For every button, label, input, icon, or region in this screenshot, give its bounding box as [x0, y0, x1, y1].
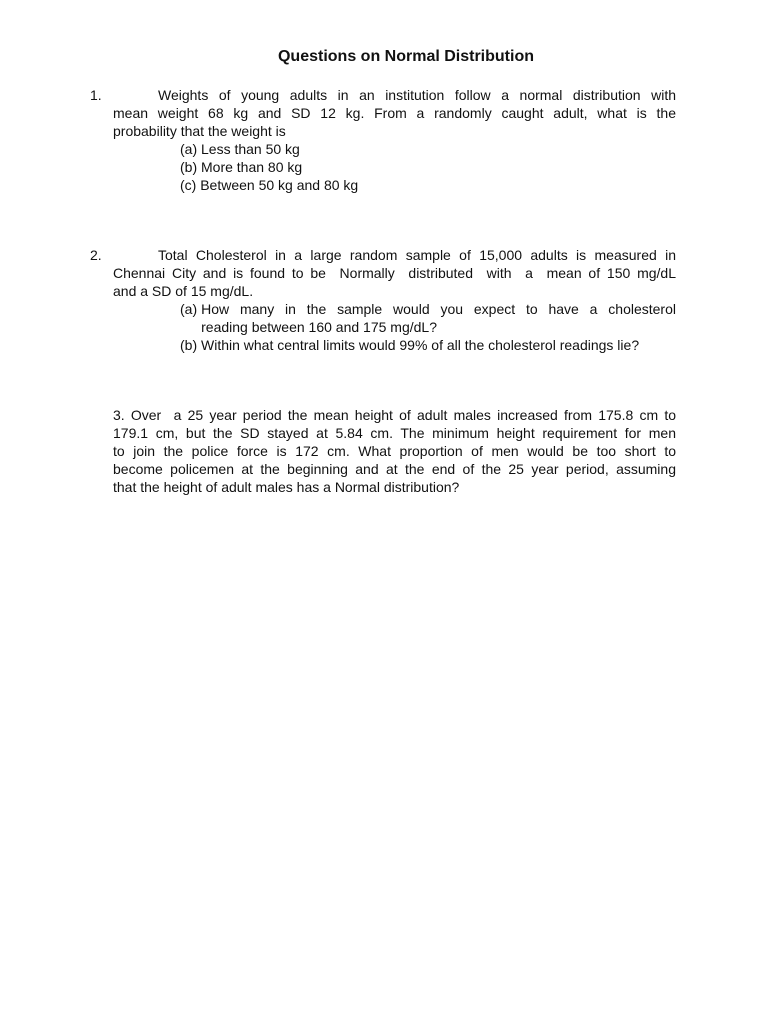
question-3-line: 3. Over a 25 year period the mean height of adult males increased from 175.8 cm to: [113, 407, 676, 423]
question-1-line: probability that the weight is: [113, 123, 286, 139]
question-1-parts: [180, 140, 676, 194]
question-3-line: that the height of adult males has a Normal distribution?: [113, 479, 460, 495]
question-2-number: 2.: [90, 247, 102, 263]
question-2-line: and a SD of 15 mg/dL.: [113, 283, 254, 299]
question-2-parts: [180, 300, 676, 354]
question-1-number: 1.: [90, 87, 102, 103]
question-1-line: mean weight 68 kg and SD 12 kg. From a randomly caught adult, what is the: [113, 105, 676, 121]
question-2-part-a-line: How many in the sample would you expect to have a cholesterol: [201, 301, 676, 317]
question-3-line: 179.1 cm, but the SD stayed at 5.84 cm. The minimum height requirement for men: [113, 425, 676, 441]
question-2-part-b: (b) Within what central limits would 99% of all the cholesterol readings lie?: [180, 337, 640, 353]
question-2-part-a: [180, 300, 676, 336]
question-2-part-a-line: reading between 160 and 175 mg/dL?: [201, 319, 437, 335]
question-3-line: become policemen at the beginning and at the end of the 25 year period, assuming: [113, 461, 676, 477]
question-1-part-c: (c) Between 50 kg and 80 kg: [180, 177, 359, 193]
page-title: Questions on Normal Distribution: [277, 48, 534, 65]
question-1-line: Weights of young adults in an institution follow a normal distribution with: [158, 87, 676, 103]
question-2-part-a-label: (a): [180, 301, 198, 317]
question-2-line: Total Cholesterol in a large random sample of 15,000 adults is measured in: [158, 247, 676, 263]
question-2-line: Chennai City and is found to be Normally distributed with a mean of 150 mg/dL: [113, 265, 676, 281]
question-2-part-a-text: [201, 300, 676, 336]
question-1-part-b: (b) More than 80 kg: [180, 159, 303, 175]
question-1-part-a: (a) Less than 50 kg: [180, 141, 300, 157]
question-1-text: [113, 86, 676, 140]
question-2-text: [113, 246, 676, 300]
question-3-text: [113, 406, 676, 496]
question-3-line: to join the police force is 172 cm. What proportion of men would be too short to: [113, 443, 676, 459]
